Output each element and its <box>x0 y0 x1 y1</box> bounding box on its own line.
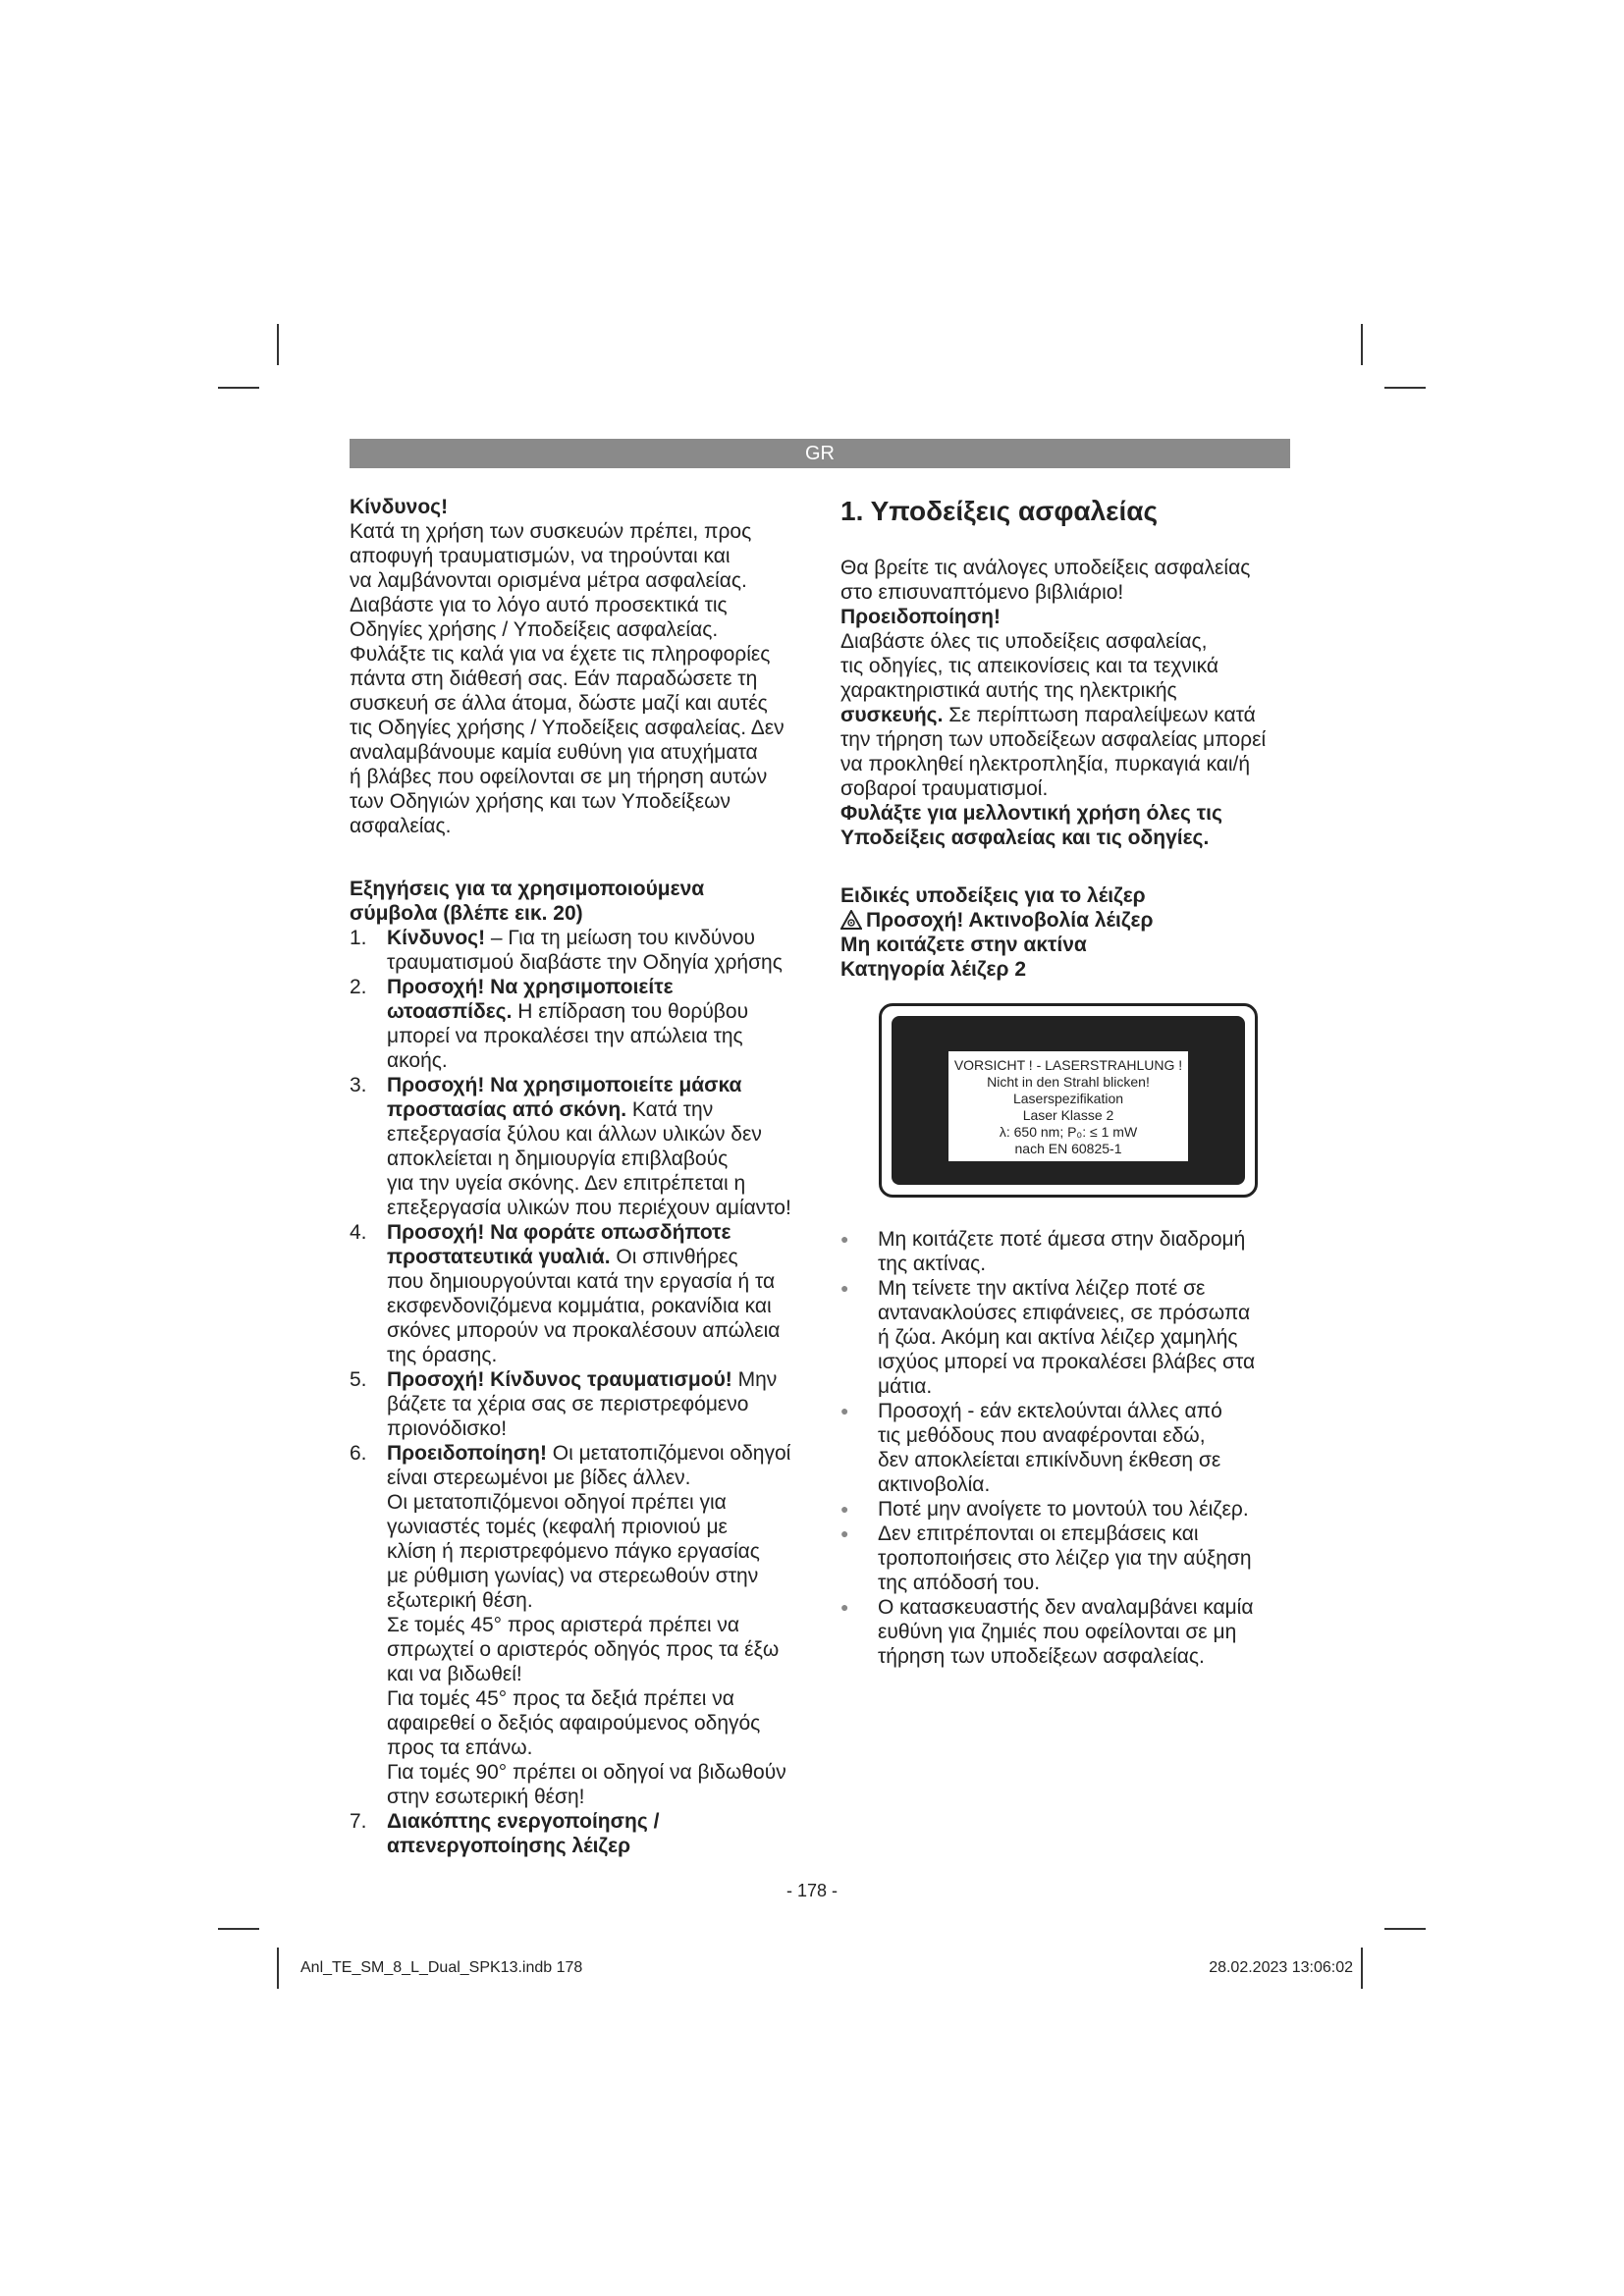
symbols-title: Εξηγήσεις για τα χρησιμοποιούμενα <box>350 878 705 900</box>
item-line <box>387 926 811 950</box>
bullet-item <box>840 1522 1302 1595</box>
bullet-line: ή ζώα. Ακόμη και ακτίνα λέιζερ χαμηλής <box>878 1326 1238 1349</box>
item-text: με ρύθμιση γωνίας) να στερεωθούν στην <box>387 1565 759 1587</box>
keep-instructions-line: Φυλάξτε για μελλοντική χρήση όλες τις <box>840 802 1222 825</box>
item-line <box>387 975 811 999</box>
danger-text-line: αναλαμβάνουμε καμία ευθύνη για ατυχήματα <box>350 741 758 764</box>
laser-bullets <box>840 1227 1302 1669</box>
item-text: είναι στερεωμένοι με βίδες άλλεν. <box>387 1467 691 1489</box>
label-text-line: VORSICHT ! - LASERSTRAHLUNG ! <box>953 1057 1183 1073</box>
item-text: Για τομές 45° προς τα δεξιά πρέπει να <box>387 1687 734 1710</box>
intro-text-line: Θα βρείτε τις ανάλογες υποδείξεις ασφαλείας <box>840 557 1251 579</box>
danger-text <box>350 519 811 838</box>
item-text: – Για τη μείωση του κινδύνου <box>485 927 756 949</box>
item-text: Μην <box>731 1368 778 1391</box>
intro-text-line: στο επισυναπτόμενο βιβλιάριο! <box>840 581 1124 604</box>
danger-text-line: τις Οδηγίες χρήσης / Υποδείξεις ασφαλείας. Δεν <box>350 717 785 739</box>
left-column <box>350 495 811 1858</box>
crop-mark <box>1384 387 1426 389</box>
item-bold-text: Προειδοποίηση! <box>387 1442 547 1465</box>
right-column <box>840 495 1292 982</box>
item-line <box>387 1097 811 1122</box>
label-text-line: λ: 650 nm; P₀: ≤ 1 mW <box>999 1124 1138 1140</box>
item-text: Για τομές 90° πρέπει οι οδηγοί να βιδωθούν <box>387 1761 786 1784</box>
item-line <box>387 1343 811 1367</box>
item-line <box>387 1466 811 1490</box>
item-text: που δημιουργούνται κατά την εργασία ή τα <box>387 1270 776 1293</box>
item-text: Σε τομές 45° προς αριστερά πρέπει να <box>387 1614 740 1636</box>
warning-title: Προειδοποίηση! <box>840 606 1001 628</box>
danger-text-line: των Οδηγιών χρήσης και των Υποδείξεων <box>350 790 731 813</box>
item-bold-text: απενεργοποίησης λέιζερ <box>387 1835 631 1857</box>
crop-mark <box>1361 324 1363 365</box>
danger-text-line: να λαμβάνονται ορισμένα μέτρα ασφαλείας. <box>350 569 747 592</box>
item-text: αφαιρεθεί ο δεξιός αφαιρούμενος οδηγός <box>387 1712 761 1735</box>
warning-text-line: σοβαροί τραυματισμοί. <box>840 777 1049 800</box>
item-line <box>387 1294 811 1318</box>
bullet-line: της ακτίνας. <box>878 1253 987 1275</box>
bullet-item <box>840 1497 1302 1522</box>
label-text-line: Laser Klasse 2 <box>1022 1107 1114 1123</box>
item-text: Οι μετατοπιζόμενοι οδηγοί πρέπει για <box>387 1491 727 1514</box>
bullet-line: τροποποιήσεις στο λέιζερ για την αύξηση <box>878 1547 1252 1570</box>
item-bold-text: Προσοχή! Να χρησιμοποιείτε <box>387 976 674 998</box>
bullet-item <box>840 1227 1302 1276</box>
bullet-line: ακτινοβολία. <box>878 1473 991 1496</box>
bullet-line: ευθύνη για ζημιές που οφείλονται σε μη <box>878 1621 1237 1643</box>
bullet-line: ● Ο κατασκευαστής δεν αναλαμβάνει καμία <box>878 1596 1254 1619</box>
symbol-list-item <box>350 1220 811 1367</box>
laser-dont-look: Μη κοιτάζετε στην ακτίνα <box>840 934 1087 956</box>
item-number: 5. <box>350 1368 367 1391</box>
warning-text-line: να προκληθεί ηλεκτροπληξία, πυρκαγιά και/ή <box>840 753 1251 775</box>
item-line <box>387 1613 811 1637</box>
item-number: 4. <box>350 1221 367 1244</box>
bullet-list <box>840 1227 1302 1669</box>
language-code: GR <box>805 443 835 464</box>
bullet-line: δεν αποκλείεται επικίνδυνη έκθεση σε <box>878 1449 1221 1471</box>
item-text: εκσφενδονιζόμενα κομμάτια, ροκανίδια και <box>387 1295 772 1317</box>
bullet-line: ● Ποτέ μην ανοίγετε το μοντούλ του λέιζερ. <box>878 1498 1249 1521</box>
item-line <box>387 1122 811 1147</box>
bullet-line: μάτια. <box>878 1375 933 1398</box>
item-text: τραυματισμού διαβάστε την Οδηγία χρήσης <box>387 951 783 974</box>
crop-mark <box>277 324 279 365</box>
warning-text-line: την τήρηση των υποδείξεων ασφαλείας μπορεί <box>840 728 1267 751</box>
item-text: βάζετε τα χέρια σας σε περιστρεφόμενο <box>387 1393 749 1415</box>
bullet-line: ισχύος μπορεί να προκαλέσει βλάβες στα <box>878 1351 1256 1373</box>
item-bold-text: ωτοασπίδες. <box>387 1000 513 1023</box>
item-line <box>387 1662 811 1686</box>
item-line <box>387 1735 811 1760</box>
crop-mark <box>277 1948 279 1989</box>
language-header-bar <box>350 439 1290 468</box>
item-line <box>387 1588 811 1613</box>
item-bold-text: Προσοχή! Να φοράτε οπωσδήποτε <box>387 1221 731 1244</box>
item-number: 1. <box>350 927 367 949</box>
item-line <box>387 1686 811 1711</box>
warning-text <box>840 727 1292 801</box>
laser-warning-label <box>879 1003 1258 1198</box>
intro-text <box>840 556 1292 605</box>
warning-triangle-icon <box>840 910 862 930</box>
page-number: - 178 - <box>785 1881 839 1900</box>
item-text: Οι μετατοπιζόμενοι οδηγοί <box>546 1442 791 1465</box>
item-line <box>387 1539 811 1564</box>
item-line <box>387 1490 811 1515</box>
label-text-box <box>948 1051 1188 1161</box>
section-title: 1. Υποδείξεις ασφαλείας <box>840 496 1159 526</box>
warning-bold-line: Διαβάστε όλες τις υποδείξεις ασφαλείας, <box>840 630 1208 653</box>
warning-bold-line: χαρακτηριστικά αυτής της ηλεκτρικής <box>840 679 1177 702</box>
danger-text-line: Φυλάξτε τις καλά για να έχετε τις πληροφορίες <box>350 643 771 666</box>
label-dark-frame <box>892 1016 1245 1185</box>
symbol-list <box>350 926 811 1858</box>
item-bold-text: προστατευτικά γυαλιά. <box>387 1246 611 1268</box>
danger-text-line: πάντα στη διάθεσή σας. Εάν παραδώσετε τη <box>350 667 758 690</box>
bullet-line: αντανακλούσες επιφάνειες, σε πρόσωπα <box>878 1302 1251 1324</box>
bullet-line: της απόδοσή του. <box>878 1572 1041 1594</box>
bullet-line: τις μεθόδους που αναφέρονται εδώ, <box>878 1424 1206 1447</box>
bullet-line: ● Μη τείνετε την ακτίνα λέιζερ ποτέ σε <box>878 1277 1206 1300</box>
item-bold-text: Διακόπτης ενεργοποίησης / <box>387 1810 660 1833</box>
symbol-list-item <box>350 926 811 975</box>
item-line <box>387 999 811 1024</box>
item-bold-text: Προσοχή! Κίνδυνος τραυματισμού! <box>387 1368 732 1391</box>
footer-file: Anl_TE_SM_8_L_Dual_SPK13.indb 178 <box>300 1959 583 1976</box>
item-number: 3. <box>350 1074 367 1096</box>
item-line <box>387 1441 811 1466</box>
item-line <box>387 1834 811 1858</box>
item-line <box>387 1809 811 1834</box>
item-text: επεξεργασία ξύλου και άλλων υλικών δεν <box>387 1123 762 1146</box>
item-number: 2. <box>350 976 367 998</box>
item-bold-text: Κίνδυνος! <box>387 927 486 949</box>
label-text-line: Laserspezifikation <box>1012 1091 1124 1106</box>
bullet-item <box>840 1595 1302 1669</box>
item-text: εξωτερική θέση. <box>387 1589 533 1612</box>
item-bold-text: προστασίας από σκόνη. <box>387 1098 627 1121</box>
symbol-list-item <box>350 1441 811 1809</box>
item-text: κλίση ή περιστρεφόμενο πάγκο εργασίας <box>387 1540 760 1563</box>
item-text: Η επίδραση του θορύβου <box>512 1000 749 1023</box>
bullet-line: τήρηση των υποδείξεων ασφαλείας. <box>878 1645 1205 1668</box>
item-line <box>387 1515 811 1539</box>
item-text: μπορεί να προκαλέσει την απώλεια της <box>387 1025 743 1047</box>
bullet-line: ● Προσοχή - εάν εκτελούνται άλλες από <box>878 1400 1222 1422</box>
danger-text-line: ή βλάβες που οφείλονται σε μη τήρηση αυτών <box>350 766 768 788</box>
laser-warning <box>840 908 1292 933</box>
item-line <box>387 1318 811 1343</box>
item-text: Κατά την <box>626 1098 714 1121</box>
item-text: επεξεργασία υλικών που περιέχουν αμίαντο! <box>387 1197 791 1219</box>
item-line <box>387 1048 811 1073</box>
warning-bold-text <box>840 629 1292 703</box>
item-text: αποκλείεται η δημιουργία επιβλαβούς <box>387 1148 729 1170</box>
symbol-list-item <box>350 1809 811 1858</box>
crop-mark <box>218 1928 259 1930</box>
danger-text-line: Διαβάστε για το λόγο αυτό προσεκτικά τις <box>350 594 728 616</box>
item-text: προς τα επάνω. <box>387 1736 533 1759</box>
item-text: σκόνες μπορούν να προκαλέσουν απώλεια <box>387 1319 781 1342</box>
item-line <box>387 1760 811 1785</box>
bullet-line: ● Μη κοιτάζετε ποτέ άμεσα στην διαδρομή <box>878 1228 1246 1251</box>
item-line <box>387 1245 811 1269</box>
item-text: στην εσωτερική θέση! <box>387 1786 585 1808</box>
label-text-line: Nicht in den Strahl blicken! <box>987 1074 1150 1090</box>
item-line <box>387 1711 811 1735</box>
laser-title: Ειδικές υποδείξεις για το λέιζερ <box>840 884 1146 907</box>
warning-mixed-line <box>840 703 1292 727</box>
item-bold-text: Προσοχή! Να χρησιμοποιείτε μάσκα <box>387 1074 742 1096</box>
bullet-item <box>840 1399 1302 1497</box>
item-text: σπρωχτεί ο αριστερός οδηγός προς τα έξω <box>387 1638 780 1661</box>
symbol-list-item <box>350 1073 811 1220</box>
item-line <box>387 1367 811 1392</box>
item-line <box>387 1073 811 1097</box>
bullet-item <box>840 1276 1302 1399</box>
danger-text-line: συσκευή σε άλλα άτομα, δώστε μαζί και αυτές <box>350 692 768 715</box>
laser-class: Κατηγορία λέιζερ 2 <box>840 958 1026 981</box>
crop-mark <box>218 387 259 389</box>
keep-instructions <box>840 801 1292 850</box>
item-number: 6. <box>350 1442 367 1465</box>
item-text: για την υγεία σκόνης. Δεν επιτρέπεται η <box>387 1172 746 1195</box>
item-line <box>387 1785 811 1809</box>
item-line <box>387 1269 811 1294</box>
item-line <box>387 950 811 975</box>
warning-bold-line: τις οδηγίες, τις απεικονίσεις και τα τεχνικά <box>840 655 1218 677</box>
danger-text-line: Κατά τη χρήση των συσκευών πρέπει, προς <box>350 520 752 543</box>
crop-mark <box>1361 1948 1363 1989</box>
warning-mixed-text: Σε περίπτωση παραλείψεων κατά <box>943 704 1256 726</box>
item-text: πριονόδισκο! <box>387 1417 508 1440</box>
item-text: της όρασης. <box>387 1344 498 1366</box>
symbols-title: σύμβολα (βλέπε εικ. 20) <box>350 902 583 925</box>
footer-datetime: 28.02.2023 13:06:02 <box>1209 1959 1353 1976</box>
danger-text-line: ασφαλείας. <box>350 815 452 837</box>
item-line <box>387 1416 811 1441</box>
item-line <box>387 1392 811 1416</box>
item-text: και να βιδωθεί! <box>387 1663 522 1685</box>
symbol-list-item <box>350 975 811 1073</box>
danger-title: Κίνδυνος! <box>350 496 449 518</box>
label-text-line: nach EN 60825-1 <box>1014 1141 1122 1156</box>
item-text: γωνιαστές τομές (κεφαλή πριονιού με <box>387 1516 728 1538</box>
crop-mark <box>1384 1928 1426 1930</box>
item-line <box>387 1147 811 1171</box>
keep-instructions-line: Υποδείξεις ασφαλείας και τις οδηγίες. <box>840 827 1210 849</box>
item-line <box>387 1564 811 1588</box>
bullet-line: ● Δεν επιτρέπονται οι επεμβάσεις και <box>878 1522 1199 1545</box>
warning-mixed-bold: συσκευής. <box>840 704 944 726</box>
item-text: ακοής. <box>387 1049 448 1072</box>
danger-text-line: αποφυγή τραυματισμών, να τηρούνται και <box>350 545 731 567</box>
item-line <box>387 1024 811 1048</box>
item-line <box>387 1196 811 1220</box>
symbol-list-item <box>350 1367 811 1441</box>
item-number: 7. <box>350 1810 367 1833</box>
danger-text-line: Οδηγίες χρήσης / Υποδείξεις ασφαλείας. <box>350 618 719 641</box>
laser-warning-text: Προσοχή! Ακτινοβολία λέιζερ <box>866 909 1154 932</box>
item-line <box>387 1220 811 1245</box>
item-line <box>387 1171 811 1196</box>
item-line <box>387 1637 811 1662</box>
item-text: Οι σπινθήρες <box>610 1246 738 1268</box>
